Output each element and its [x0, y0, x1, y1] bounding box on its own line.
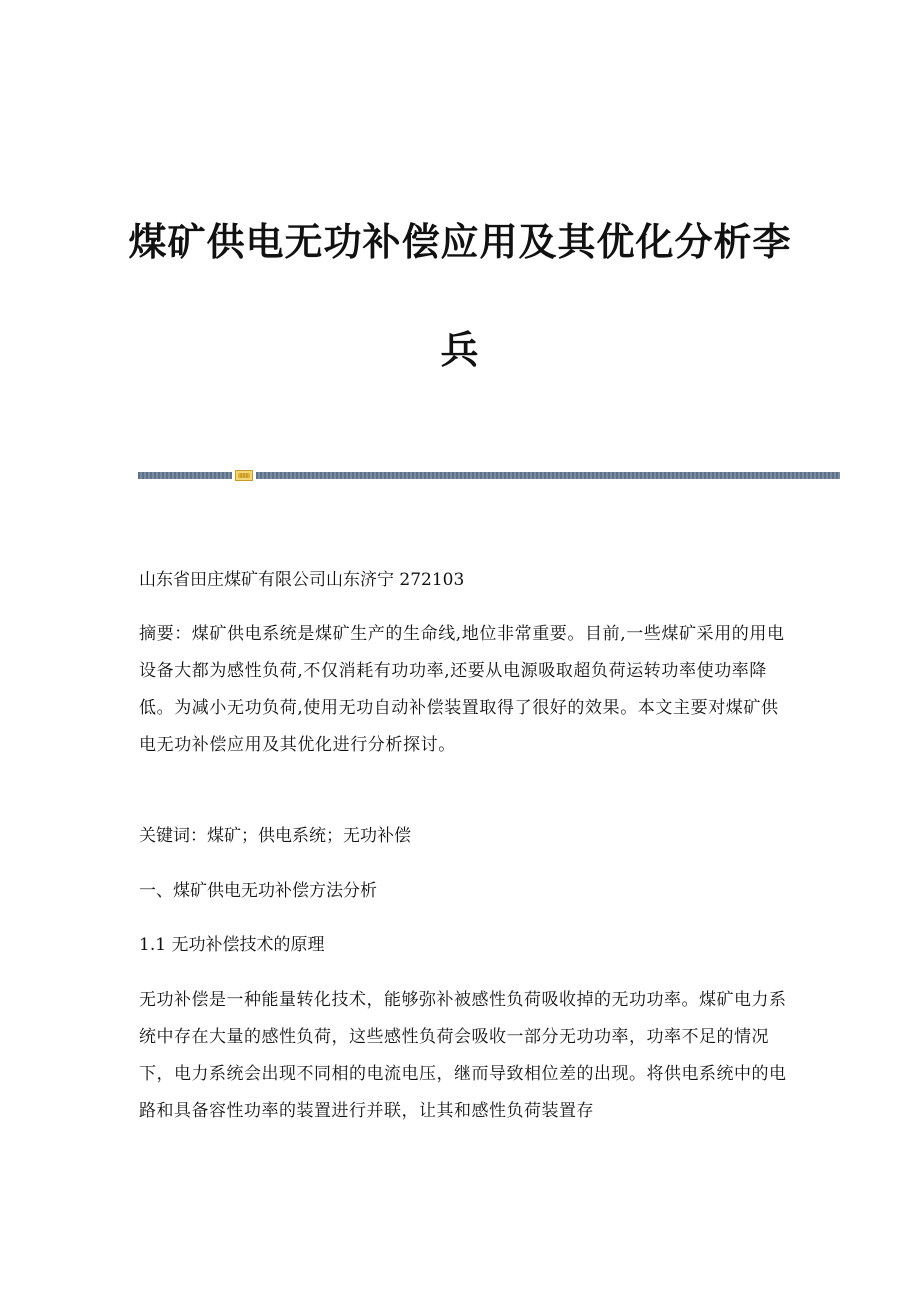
section-heading-1: 一、煤矿供电无功补偿方法分析: [139, 881, 377, 901]
divider-bar-right: [256, 472, 840, 479]
keywords: 关键词：煤矿；供电系统；无功补偿: [139, 826, 411, 846]
document-title: 煤矿供电无功补偿应用及其优化分析李兵: [128, 219, 792, 372]
author-affiliation: 山东省田庄煤矿有限公司山东济宁 272103: [139, 570, 465, 590]
subsection-heading-1-1: 1.1 无功补偿技术的原理: [139, 935, 325, 955]
divider-bar-left: [138, 472, 232, 479]
title-divider: [138, 470, 840, 480]
abstract: 摘要：煤矿供电系统是煤矿生产的生命线,地位非常重要。目前,一些煤矿采用的用电设备大都为感性负荷,不仅消耗有功功率,还要从电源吸取超负荷运转功率使功率降低。为减小无功负荷,使用无功自动补偿装置取得了很好的效果。本文主要对煤矿供电无功补偿应用及其优化进行分析探讨。: [139, 624, 785, 755]
divider-ornament-icon: [235, 470, 253, 481]
body-paragraph: 无功补偿是一种能量转化技术，能够弥补被感性负荷吸收掉的无功功率。煤矿电力系统中存在大量的感性负荷，这些感性负荷会吸收一部分无功功率，功率不足的情况下，电力系统会出现不同相的电流电压，继而导致相位差的出现。将供电系统中的电路和具备容性功率的装置进行并联，让其和感性负荷装置存: [139, 990, 787, 1121]
